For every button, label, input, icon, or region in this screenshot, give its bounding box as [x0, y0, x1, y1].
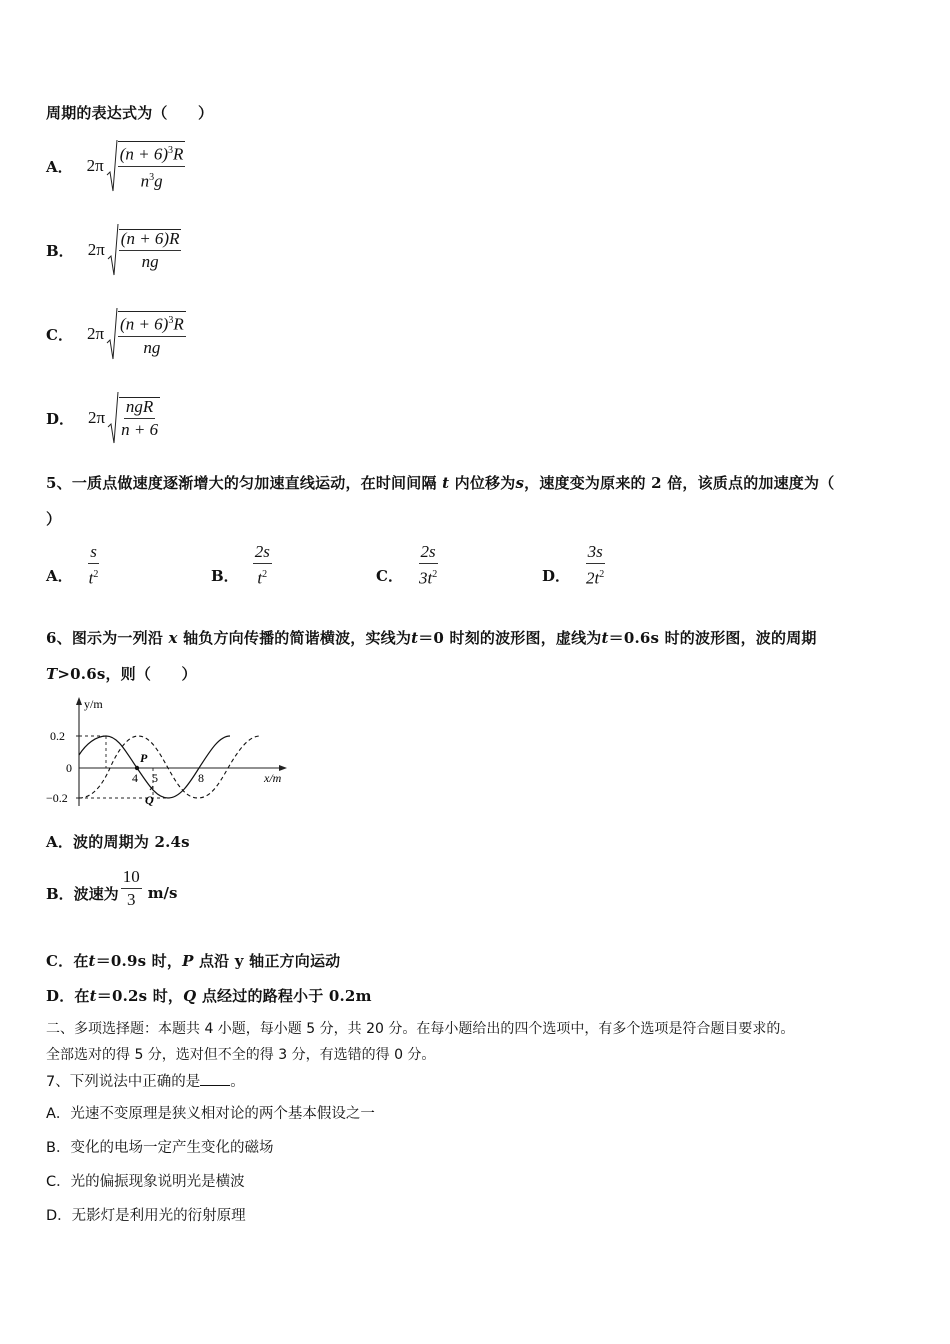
numerator: s	[88, 543, 99, 564]
unit: m/s	[147, 884, 178, 902]
numerator: 2s	[253, 543, 272, 564]
exponent: 2	[262, 568, 268, 580]
q7-option-b[interactable]: B．变化的电场一定产生变化的磁场	[46, 1140, 274, 1156]
denominator: t	[257, 568, 263, 588]
x-axis-label: x/m	[264, 771, 282, 785]
wave-figure	[44, 694, 294, 812]
denominator: ng	[141, 252, 159, 271]
q4-option-a[interactable]	[46, 138, 185, 194]
option-label: B．	[211, 566, 239, 585]
sqrt-fraction	[119, 229, 182, 271]
exponent: 3	[168, 145, 174, 157]
x-tick-label: 8	[198, 771, 204, 785]
q5-stem	[46, 472, 834, 493]
option-label: D．	[46, 409, 75, 428]
y-tick-label: 0	[66, 761, 72, 775]
q5-option-d[interactable]	[542, 540, 606, 590]
numerator: 2s	[419, 543, 438, 564]
denominator: 3	[126, 889, 136, 909]
q6-stem-line2	[46, 663, 197, 684]
option-text: ＝0.2s 时，	[96, 987, 184, 1005]
x-tick-label: 5	[152, 771, 158, 785]
sqrt-sign-icon	[106, 139, 118, 193]
option-label: C．	[376, 566, 403, 585]
q6-option-c[interactable]	[46, 950, 340, 971]
exponent: 3	[168, 315, 174, 327]
q5-stem-part: 5、一质点做速度逐渐增大的匀加速直线运动，在时间间隔	[46, 474, 437, 492]
var-t: t	[442, 474, 450, 492]
numerator: ngR	[124, 398, 155, 419]
q6-option-b[interactable]	[46, 864, 177, 912]
coefficient: 2π	[86, 156, 104, 175]
exponent: 2	[599, 568, 605, 580]
q6-stem-part: 6、图示为一列沿	[46, 629, 164, 647]
coefficient: 2π	[87, 240, 105, 259]
var-t: t	[601, 629, 609, 647]
q6-stem-part: ＝0 时刻的波形图，虚线为	[418, 629, 602, 647]
denominator: n + 6	[121, 420, 159, 439]
q7-option-d[interactable]: D．无影灯是利用光的衍射原理	[46, 1208, 246, 1224]
exponent: 2	[93, 568, 99, 580]
q5-option-b[interactable]	[211, 540, 272, 590]
q5-option-c[interactable]	[376, 540, 439, 590]
point-p-label: P	[140, 751, 148, 765]
sqrt-sign-icon	[107, 391, 119, 445]
sqrt-sign-icon	[107, 223, 119, 277]
numerator: 3s	[586, 543, 605, 564]
q4-option-b[interactable]	[46, 222, 181, 278]
q6-stem	[46, 627, 817, 648]
fraction	[121, 868, 142, 909]
numerator-tail: R	[173, 314, 184, 334]
x-tick-label: 4	[132, 771, 138, 785]
option-label: D．在	[46, 987, 90, 1005]
var-t: t	[411, 629, 419, 647]
fraction	[417, 543, 439, 588]
sqrt-fraction	[118, 311, 186, 357]
option-label: C．	[46, 325, 73, 344]
q5-stem-part: 内位移为	[454, 474, 516, 492]
option-text: 点沿 y 轴正方向运动	[198, 952, 341, 970]
y-tick-label: −0.2	[46, 791, 68, 805]
option-label: C．在	[46, 952, 89, 970]
numerator: 10	[121, 868, 142, 889]
wave-solid-t0	[79, 736, 230, 798]
numerator: (n + 6)	[119, 145, 169, 164]
q6-stem-part: >0.6s，则（ ）	[57, 665, 197, 683]
y-axis-label: y/m	[84, 697, 103, 711]
y-tick-label: 0.2	[50, 729, 65, 743]
var-x: x	[168, 629, 178, 647]
sqrt-sign-icon	[106, 307, 118, 361]
option-label: B．波速为	[46, 884, 119, 903]
numerator: (n + 6)	[120, 314, 169, 334]
option-label: D．	[542, 566, 571, 585]
option-text: 点经过的路程小于 0.2m	[201, 987, 372, 1005]
section2-line1: 二、多项选择题：本题共 4 小题，每小题 5 分，共 20 分。在每小题给出的四个选项中，有多个选项是符合题目要求的。	[46, 1021, 795, 1037]
section2-line2: 全部选对的得 5 分，选对但不全的得 3 分，有选错的得 0 分。	[46, 1047, 436, 1063]
q5-option-a[interactable]	[46, 540, 100, 590]
q4-option-d[interactable]	[46, 390, 160, 446]
var-T: T	[46, 665, 58, 683]
q7-option-c[interactable]: C．光的偏振现象说明光是横波	[46, 1174, 245, 1190]
fraction	[87, 543, 101, 588]
q5-options	[46, 540, 666, 590]
option-label: B．	[46, 241, 74, 260]
denominator-tail: g	[154, 171, 163, 191]
exponent: 3	[149, 172, 155, 183]
coefficient: 2π	[86, 324, 105, 343]
fraction	[584, 543, 606, 588]
denominator: 3t	[418, 568, 433, 588]
sqrt-fraction	[118, 141, 186, 190]
point-q-label: Q	[145, 793, 154, 807]
q7-stem-text: 7、下列说法中正确的是	[46, 1074, 201, 1090]
option-text: ＝0.9s 时，	[95, 952, 183, 970]
denominator: n	[140, 171, 150, 191]
y-axis-arrow-icon	[76, 697, 82, 705]
denominator: t	[88, 568, 94, 588]
q6-option-a[interactable]: A．波的周期为 2.4s	[46, 833, 190, 851]
option-label: A．	[46, 566, 73, 585]
answer-blank[interactable]	[200, 1071, 230, 1086]
q6-stem-part: 轴负方向传播的简谐横波，实线为	[183, 629, 412, 647]
q6-option-d[interactable]	[46, 985, 372, 1006]
q7-stem-end: 。	[230, 1074, 245, 1090]
var-p: P	[182, 952, 194, 970]
var-s: s	[515, 474, 525, 492]
q7-stem	[46, 1070, 245, 1091]
q5-stem-end: ）	[46, 510, 62, 528]
q5-stem-part: ，速度变为原来的 2 倍，该质点的加速度为（	[524, 474, 835, 492]
q6-stem-part: ＝0.6s 时的波形图，波的周期	[608, 629, 817, 647]
var-t: t	[88, 952, 96, 970]
denominator: ng	[143, 337, 161, 357]
point-p-dot	[135, 766, 139, 770]
exponent: 2	[432, 568, 438, 580]
fraction	[253, 543, 272, 588]
numerator-tail: R	[173, 145, 184, 164]
var-q: Q	[183, 987, 197, 1005]
q7-option-a[interactable]: A．光速不变原理是狭义相对论的两个基本假设之一	[46, 1106, 375, 1122]
var-t: t	[89, 987, 97, 1005]
sqrt-fraction	[119, 397, 160, 439]
numerator: (n + 6)R	[119, 230, 182, 251]
option-label: A．	[46, 157, 73, 176]
q4-stem: 周期的表达式为（ ）	[46, 104, 214, 122]
denominator: 2t	[586, 568, 600, 588]
coefficient: 2π	[88, 408, 106, 427]
q4-option-c[interactable]	[46, 306, 186, 362]
